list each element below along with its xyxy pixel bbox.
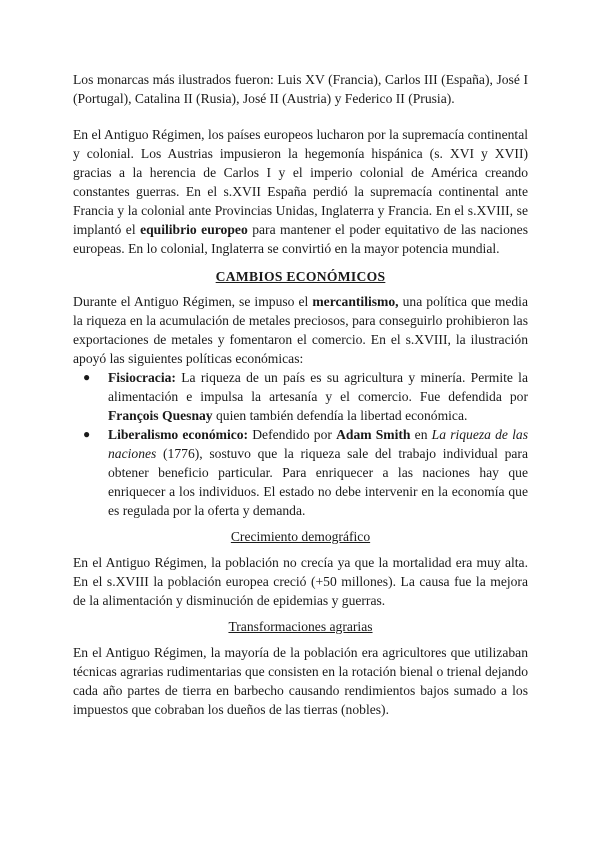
bullet-icon: ● [83,427,91,441]
list-item-liberalismo [83,425,528,520]
text-run: Durante el Antiguo Régimen, se impuso el [73,294,313,309]
bullet-icon: ● [83,370,91,384]
italic-book-title: La riqueza de las naciones [108,427,528,461]
subheading-transformaciones-agrarias: Transformaciones agrarias [228,619,373,634]
text-run: La riqueza de un país es su agricultura y minería. Permite la alimentación e impulsa la artesanía y el comercio. Fue defendida por [108,370,528,404]
subheading-crecimiento-demografico: Crecimiento demográfico [230,529,371,544]
bold-term-liberalismo: Liberalismo económico: [108,427,249,442]
paragraph-agricultura: En el Antiguo Régimen, la mayoría de la población era agricultores que utilizaban técnicas agrarias rudimentarias que consisten en la rotación bienal o trienal dejando cada año partes de tierra en barbecho causando rendimientos bajos sumado a los impuestos que cobraban los dueños de las tierras (nobles). [73,645,528,717]
document-page [73,70,528,719]
text-run: para mantener el poder equitativo de las naciones europeas. En lo colonial, Inglaterra se convirtió en la mayor potencia mundial. [73,222,529,256]
section-heading-cambios-economicos: CAMBIOS ECONÓMICOS [215,269,386,284]
text-run: (1776), sostuvo que la riqueza sale del trabajo individual para obtener beneficio particular. Para enriquecer a las naciones hay que enriquecer a los individuos. El estado no debe intervenir en la economía que es regulada por la oferta y demanda. [108,446,528,518]
list-item-fisiocracia [83,368,528,425]
text-run: una política que media la riqueza en la acumulación de metales preciosos, para conseguirlo prohibieron las exportaciones de metales y fomentaron el comercio. En el s.XVIII, la ilustración apoyó las siguientes políticas económicas: [73,294,528,366]
bullet-list-politicas [73,368,528,520]
bold-term-mercantilismo: mercantilismo, [312,294,399,309]
paragraph-monarcas: Los monarcas más ilustrados fueron: Luis XV (Francia), Carlos III (España), José I (Portugal), Catalina II (Rusia), José II (Austria) y Federico II (Prusia). [73,72,528,106]
bold-term-equilibrio: equilibrio europeo [140,222,248,237]
paragraph-mercantilismo [73,292,528,368]
bold-term-fisiocracia: Fisiocracia: [108,370,176,385]
text-run: En el Antiguo Régimen, los países europeos lucharon por la supremacía continental y colonial. Los Austrias impusieron la hegemonía hispánica (s. XVI y XVII) gracias a la herencia de Carlos I y el imperio colonial de América creando constantes guerras. En el s.XVII España perdió la supremacía continental ante Francia y la colonial ante Provincias Unidas, Inglaterra y Francia. En el s.XVIII, se implantó el [73,127,528,237]
bold-name-quesnay: François Quesnay [108,408,213,423]
bold-name-adam-smith: Adam Smith [336,427,411,442]
text-run: quien también defendía la libertad económica. [212,408,468,423]
paragraph-poblacion: En el Antiguo Régimen, la población no crecía ya que la mortalidad era muy alta. En el s.XVIII la población europea creció (+50 millones). La causa fue la mejora de la alimentación y disminución de epidemias y guerras. [73,555,528,608]
text-run: en [410,427,432,442]
text-run: Defendido por [248,427,337,442]
paragraph-supremacia [73,125,528,258]
